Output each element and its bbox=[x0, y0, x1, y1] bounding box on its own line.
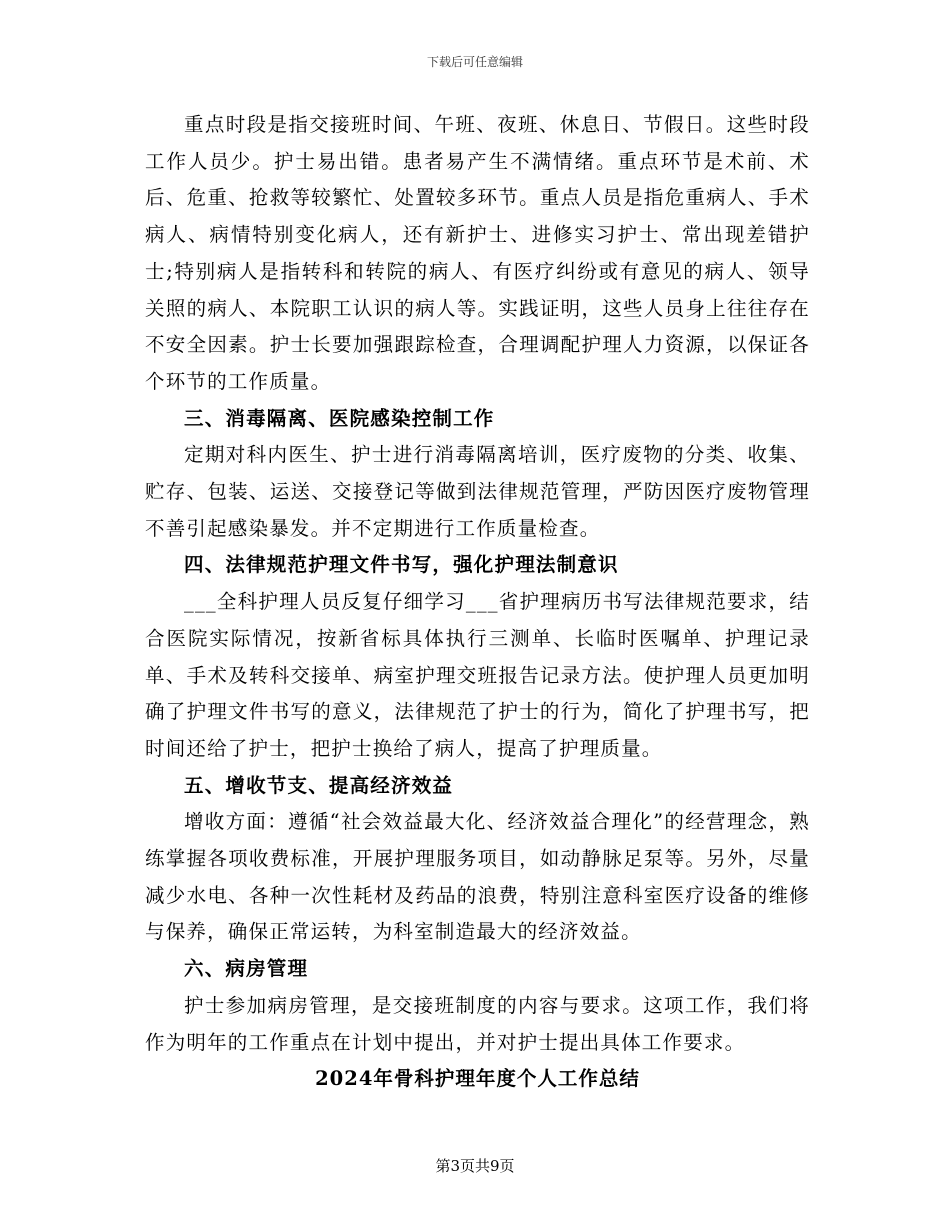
paragraph-ward-management: 护士参加病房管理，是交接班制度的内容与要求。这项工作，我们将作为明年的工作重点在计划中提出，并对护士提出具体工作要求。 bbox=[145, 993, 810, 1054]
page-number-footer: 第3页共9页 bbox=[435, 1157, 515, 1175]
paragraph-key-periods: 重点时段是指交接班时间、午班、夜班、休息日、节假日。这些时段工作人员少。护士易出错。患者易产生不满情绪。重点环节是术前、术后、危重、抢救等较繁忙、处置较多环节。重点人员是指危重病人、手术病人、病情特别变化病人，还有新护士、进修实习护士、常出现差错护士;特别病人是指转科和转院的病人、有医疗纠纷或有意见的病人、领导关照的病人、本院职工认识的病人等。实践证明，这些人员身上往往存在不安全因素。护士长要加强跟踪检查，合理调配护理人力资源，以保证各个环节的工作质量。 bbox=[145, 113, 810, 393]
paragraph-nursing-documents: ___全科护理人员反复仔细学习___省护理病历书写法律规范要求，结合医院实际情况，按新省标具体执行三测单、长临时医嘱单、护理记录单、手术及转科交接单、病室护理交班报告记录方法。使护理人员更加明确了护理文件书写的意义，法律规范了护士的行为，简化了护理书写，把时间还给了护士，把护士换给了病人，提高了护理质量。 bbox=[145, 590, 810, 760]
section-heading-nursing-documents: 四、法律规范护理文件书写，强化护理法制意识 bbox=[184, 553, 619, 577]
page-header-note: 下载后可任意编辑 bbox=[426, 55, 523, 69]
section-heading-economic-benefit: 五、增收节支、提高经济效益 bbox=[184, 773, 454, 797]
paragraph-economic-benefit: 增收方面：遵循“社会效益最大化、经济效益合理化”的经营理念，熟练掌握各项收费标准，开展护理服务项目，如动静脉足泵等。另外，尽量减少水电、各种一次性耗材及药品的浪费，特别注意科室医疗设备的维修与保养，确保正常运转，为科室制造最大的经济效益。 bbox=[145, 810, 810, 944]
document-title: 2024年骨科护理年度个人工作总结 bbox=[315, 1067, 640, 1091]
section-heading-ward-management: 六、病房管理 bbox=[184, 957, 309, 981]
paragraph-disinfection: 定期对科内医生、护士进行消毒隔离培训，医疗废物的分类、收集、贮存、包装、运送、交接登记等做到法律规范管理，严防因医疗废物管理不善引起感染暴发。并不定期进行工作质量检查。 bbox=[145, 443, 810, 540]
section-heading-disinfection: 三、消毒隔离、医院感染控制工作 bbox=[184, 406, 495, 430]
document-body bbox=[145, 107, 810, 1098]
